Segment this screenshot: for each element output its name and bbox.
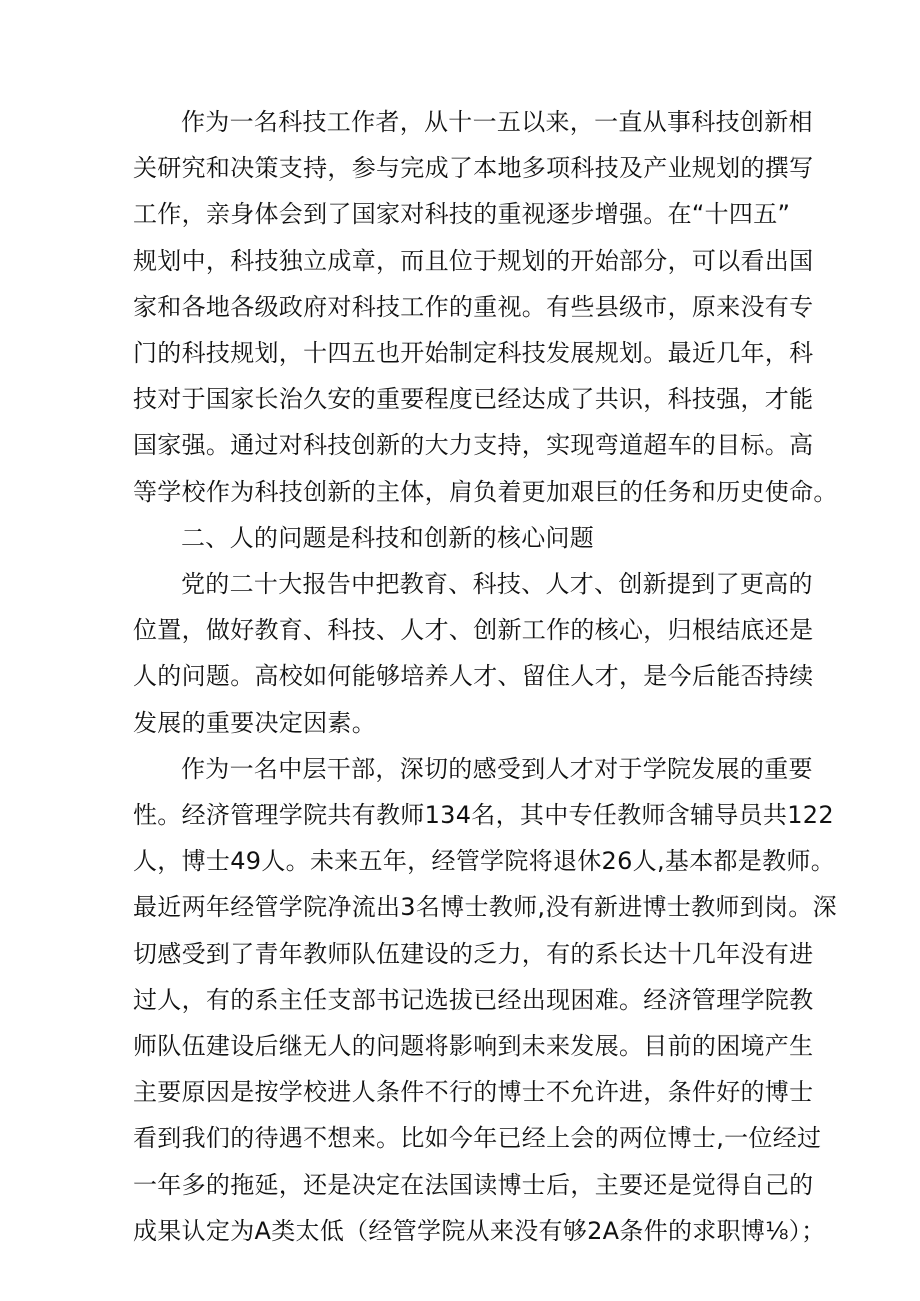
text-line: 位置，做好教育、科技、人才、创新工作的核心，归根结底还是 (133, 616, 814, 645)
text-line: 等学校作为科技创新的主体，肩负着更加艰巨的任务和历史使命。 (133, 477, 838, 506)
text-line: 关研究和决策支持，参与完成了本地多项科技及产业规划的撰写 (133, 154, 814, 183)
text-line: 发展的重要决定因素。 (133, 708, 376, 737)
text-line: 一年多的拖延，还是决定在法国读博士后，主要还是觉得自己的 (133, 1170, 814, 1199)
text-line: 二、人的问题是科技和创新的核心问题 (181, 523, 595, 552)
text-line: 看到我们的待遇不想来。比如今年已经上会的两位博士,一位经过 (133, 1124, 822, 1153)
text-line: 过人，有的系主任支部书记选拔已经出现困难。经济管理学院教 (133, 985, 814, 1014)
text-line: 成果认定为A类太低（经管学院从来没有够2A条件的求职博⅛）； (133, 1216, 826, 1245)
text-line: 作为一名中层干部，深切的感受到人才对于学院发展的重要 (181, 754, 813, 783)
text-line: 工作，亲身体会到了国家对科技的重视逐步增强。在“十四五” (133, 200, 791, 229)
text-line: 师队伍建设后继无人的问题将影响到未来发展。目前的困境产生 (133, 1032, 814, 1060)
text-line: 主要原因是按学校进人条件不行的博士不允许进，条件好的博士 (133, 1078, 814, 1107)
text-line: 规划中，科技独立成章，而且位于规划的开始部分，可以看出国 (133, 246, 814, 275)
text-line: 门的科技规划，十四五也开始制定科技发展规划。最近几年，科 (133, 339, 814, 367)
text-line: 家和各地各级政府对科技工作的重视。有些县级市，原来没有专 (133, 292, 814, 321)
text-line: 最近两年经管学院净流出3名博士教师,没有新进博士教师到岗。深 (133, 893, 837, 922)
text-line: 人的问题。高校如何能够培养人才、留住人才，是今后能否持续 (133, 662, 814, 691)
text-line: 人，博士49人。未来五年，经管学院将退休26人,基本都是教师。 (133, 847, 836, 876)
text-line: 国家强。通过对科技创新的大力支持，实现弯道超车的目标。高 (133, 431, 814, 460)
text-line: 性。经济管理学院共有教师134名，其中专任教师含辅导员共122 (133, 801, 834, 829)
text-line: 作为一名科技工作者，从十一五以来，一直从事科技创新相 (181, 108, 813, 136)
text-line: 技对于国家长治久安的重要程度已经达成了共识，科技强，才能 (133, 385, 814, 414)
text-line: 党的二十大报告中把教育、科技、人才、创新提到了更高的 (181, 570, 813, 598)
text-line: 切感受到了青年教师队伍建设的乏力，有的系长达十几年没有进 (133, 939, 814, 968)
